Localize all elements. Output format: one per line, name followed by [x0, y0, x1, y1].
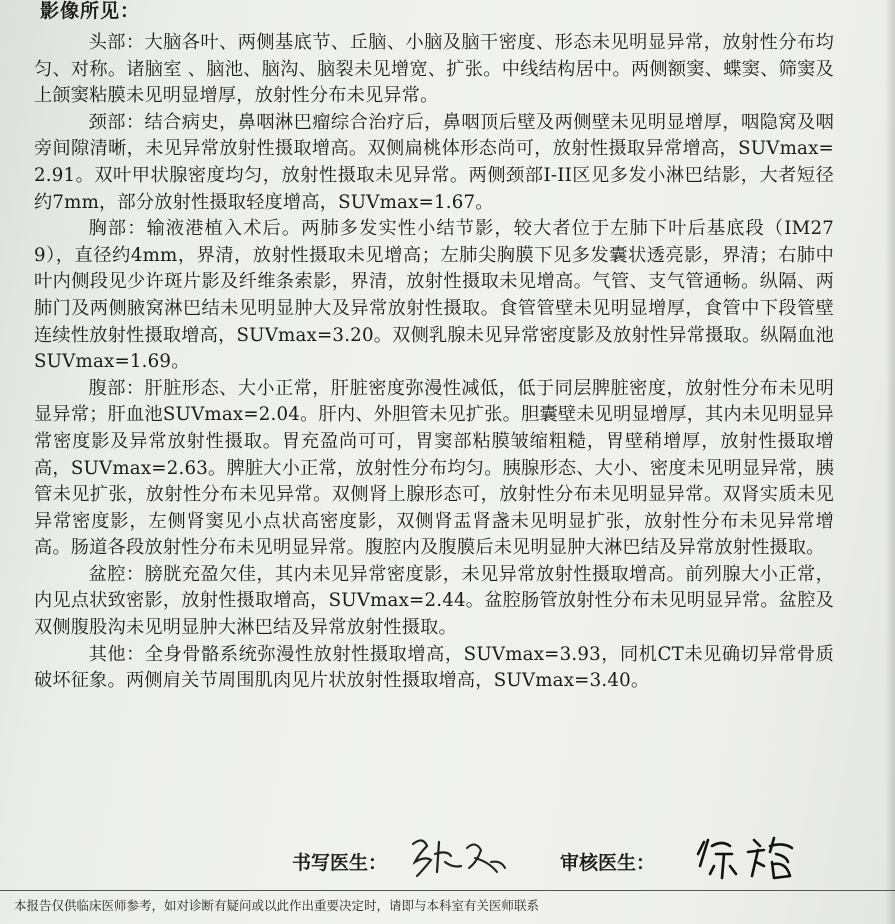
findings-chest: 胸部：输液港植入术后。两肺多发实性小结节影，较大者位于左肺下叶后基底段（IM279），直径约4mm，界清，放射性摄取未见增高；左肺尖胸膜下见多发囊状透亮影，界清；右肺中叶内侧段见少许斑片影及纤维条索影，界清，放射性摄取未见增高。气管、支气管通畅。纵隔、两肺门及两侧腋窝淋巴结未见明显肿大及异常放射性摄取。食管管壁未见明显增厚，食管中下段管壁连续性放射性摄取增高，SUVmax=3.20。双侧乳腺未见异常密度影及放射性异常摄取。纵隔血池SUVmax=1.69。: [34, 218, 834, 373]
writer-label: 书写医生：: [292, 852, 388, 874]
findings-pelvis: 盆腔：膀胱充盈欠佳，其内未见异常密度影，未见异常放射性摄取增高。前列腺大小正常，内见点状致密影，放射性摄取增高，SUVmax=2.44。盆腔肠管放射性分布未见明显异常。盆腔及双侧腹股沟未见明显肿大淋巴结及异常放射性摄取。: [34, 563, 834, 639]
findings-head: 头部：大脑各叶、两侧基底节、丘脑、小脑及脑干密度、形态未见明显异常，放射性分布均匀、对称。诸脑室 、脑池、脑沟、脑裂未见增宽、扩张。中线结构居中。两侧额窦、蝶窦、筛窦及上颌窦粘膜未见明显增厚，放射性分布未见异常。: [34, 32, 834, 107]
findings-abdomen: 腹部：肝脏形态、大小正常，肝脏密度弥漫性减低，低于同层脾脏密度，放射性分布未见明显异常；肝血池SUVmax=2.04。肝内、外胆管未见扩张。胆囊壁未见明显增厚，其内未见明显异常密度影及异常放射性摄取。胃充盈尚可可，胃窦部粘膜皱缩粗糙，胃壁稍增厚，放射性摄取增高，SUVmax=2.63。脾脏大小正常，放射性分布均匀。胰腺形态、大小、密度未见明显异常，胰管未见扩张，放射性分布未见异常。双侧肾上腺形态可，放射性分布未见明显异常。双肾实质未见异常密度影，左侧肾窦见小点状高密度影，双侧肾盂肾盏未见明显扩张，放射性分布未见异常增高。肠道各段放射性分布未见明显异常。腹腔内及腹膜后未见明显肿大淋巴结及异常放射性摄取。: [34, 377, 834, 559]
findings-neck: 颈部：结合病史，鼻咽淋巴瘤综合治疗后，鼻咽顶后壁及两侧壁未见明显增厚，咽隐窝及咽旁间隙清晰，未见异常放射性摄取增高。双侧扁桃体形态尚可，放射性摄取异常增高，SUVmax=2.91。双叶甲状腺密度均匀，放射性摄取未见异常。两侧颈部I-II区见多发小淋巴结影，大者短径约7mm，部分放射性摄取轻度增高，SUVmax=1.67。: [34, 111, 834, 213]
findings-other: 其他：全身骨骼系统弥漫性放射性摄取增高，SUVmax=3.93，同机CT未见确切异常骨质破坏征象。两侧肩关节周围肌肉见片状放射性摄取增高，SUVmax=3.40。: [34, 643, 834, 692]
findings-body: [34, 30, 834, 695]
page-edge-shadow: [885, 0, 895, 924]
footer-disclaimer: 本报告仅供临床医师参考，如对诊断有疑问或以此作出重要决定时，请即与本科室有关医师联系: [14, 898, 540, 913]
reviewer-label: 审核医生：: [560, 852, 656, 874]
writer-signature: [405, 832, 515, 880]
findings-heading: 影像所见：: [40, 0, 141, 22]
signature-row: [0, 832, 895, 882]
reviewer-signature: [690, 832, 810, 884]
footer-divider: [0, 890, 895, 891]
